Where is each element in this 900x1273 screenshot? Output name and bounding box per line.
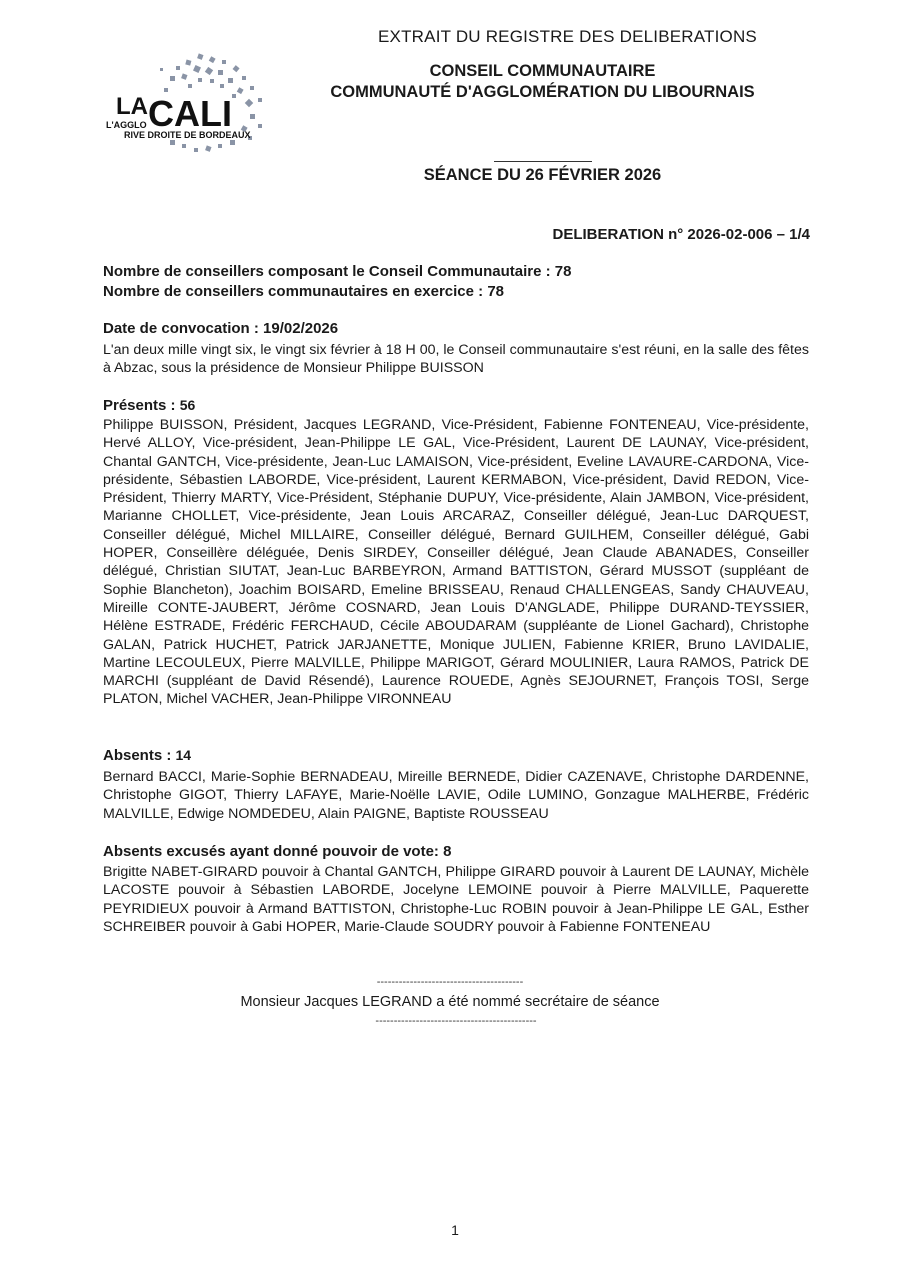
presents-list: Philippe BUISSON, Président, Jacques LEGRAND, Vice-Président, Fabienne FONTENEAU, Vice-présidente, Hervé ALLOY, Vice-président, Jean-Philippe LE GAL, Vice-Président, Laurent DE LAUNAY, Vice-président, Chantal GANTCH, Vice-présidente, Jean-Luc LAMAISON, Vice-président, Eveline LAVAURE-CARDONA, Vice-présidente, Sébastien LABORDE, Vice-président, Laurent KERMABON, Vice-président, David REDON, Vice-Président, Thierry MARTY, Vice-Président, Stéphanie DUPUY, Vice-présidente, Alain JAMBON, Vice-président, Marianne CHOLLET, Vice-présidente, Jean Louis ARCARAZ, Conseiller délégué, Jean-Luc DARQUEST, Conseiller délégué, Michel MILLAIRE, Conseiller délégué, Bernard GUILHEM, Conseiller délégué, Gabi HOPER, Conseillère déléguée, Denis SIRDEY, Conseiller délégué, Jean Claude ABANADES, Conseiller délégué, Christian SIUTAT, Jean-Luc BARBEYRON, Armand BATTISTON, Gérard MUSSOT (suppléant de Sophie Blancheton), Joachim BOISARD, Emeline BRISSEAU, Renaud CHALLENGEAS, Sandy CHAUVEAU, Mireille CONTE-JAUBERT, Jérôme COSNARD, Jean Louis D'ANGLADE, Philippe DURAND-TEYSSIER, Hélène ESTRADE, Frédéric FERCHAUD, Cécile ABOUDARAM (suppléante de Lionel Gachard), Christophe GALAN, Patrick HUCHET, Patrick JARJANETTE, Monique JULIEN, Fabienne KRIER, Bruno LAVIDALIE, Martine LECOULEUX, Pierre MALVILLE, Philippe MARIGOT, Gérard MOULINIER, Laura RAMOS, Patrick DE MARCHI (suppléant de David Résendé), Laurence ROUEDE, Agnès SEJOURNET, François TOSI, Serge PLATON, Michel VACHER, Jean-Philippe VIRONNEAU (103, 417, 809, 708)
header-conseil: CONSEIL COMMUNAUTAIRE (429, 62, 656, 80)
header-extrait: EXTRAIT DU REGISTRE DES DELIBERATIONS (378, 27, 757, 46)
logo-dot-pattern (98, 48, 273, 158)
logo-la: LA (116, 93, 148, 120)
deliberation-number: DELIBERATION n° 2026-02-006 – 1/4 (552, 226, 810, 243)
absents-count: 14 (175, 747, 192, 763)
header-communaute: COMMUNAUTÉ D'AGGLOMÉRATION DU LIBOURNAIS (330, 83, 755, 101)
page-number: 1 (451, 1222, 459, 1238)
count-composant: Nombre de conseillers composant le Conseil Communautaire : 78 (103, 263, 572, 280)
seance-title: SÉANCE DU 26 FÉVRIER 2026 (423, 166, 662, 184)
presents-count: 56 (179, 397, 196, 413)
presents-title (103, 397, 803, 414)
secretaire-dashes-bottom: -------------------------------------------- (375, 1015, 537, 1027)
presents-label: Présents : (103, 397, 180, 414)
absents-title (103, 747, 803, 764)
logo-cali: CALI (148, 93, 232, 134)
convocation-title: Date de convocation : 19/02/2026 (103, 320, 339, 337)
la-cali-logo (98, 48, 273, 158)
secretaire-dashes-top: ---------------------------------------- (376, 976, 524, 988)
count-exercice: Nombre de conseillers communautaires en exercice : 78 (103, 283, 505, 300)
excuses-list: Brigitte NABET-GIRARD pouvoir à Chantal GANTCH, Philippe GIRARD pouvoir à Laurent DE LAUNAY, Michèle LACOSTE pouvoir à Sébastien LABORDE, Jocelyne LEMOINE pouvoir à Pierre MALVILLE, Paquerette PEYRIDIEUX pouvoir à Armand BATTISTON, Christophe-Luc ROBIN pouvoir à Jean-Philippe LE GAL, Esther SCHREIBER pouvoir à Gabi HOPER, Marie-Claude SOUDRY pouvoir à Fabienne FONTENEAU (103, 864, 809, 935)
excuses-title: Absents excusés ayant donné pouvoir de vote: 8 (103, 843, 452, 860)
absents-list: Bernard BACCI, Marie-Sophie BERNADEAU, Mireille BERNEDE, Didier CAZENAVE, Christophe DARDENNE, Christophe GIGOT, Thierry LAFAYE, Marie-Noëlle LAVIE, Odile LUMINO, Gonzague MALHERBE, Frédéric MALVILLE, Edwige NOMDEDEU, Alain PAIGNE, Baptiste ROUSSEAU (103, 769, 809, 822)
logo-rive: RIVE DROITE DE BORDEAUX (124, 130, 251, 140)
header-rule (494, 161, 592, 162)
absents-label: Absents : (103, 747, 176, 764)
convocation-text: L'an deux mille vingt six, le vingt six février à 18 H 00, le Conseil communautaire s'est réuni, en la salle des fêtes à Abzac, sous la présidence de Monsieur Philippe BUISSON (103, 342, 809, 377)
logo-agglo: L'AGGLO (106, 120, 147, 130)
secretaire-text: Monsieur Jacques LEGRAND a été nommé secrétaire de séance (240, 994, 660, 1010)
